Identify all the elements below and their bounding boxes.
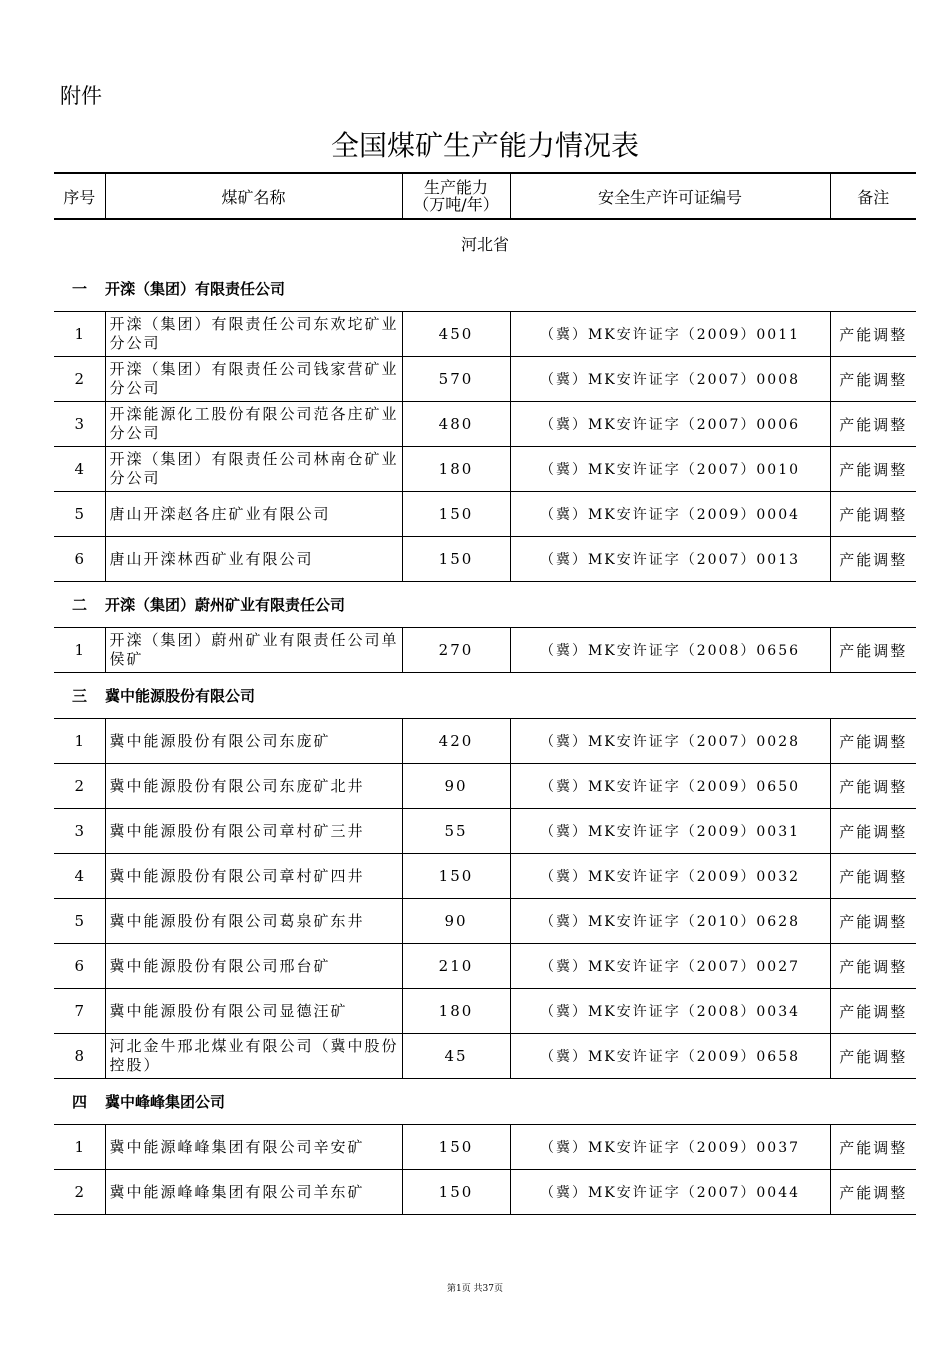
group-name: 冀中能源股份有限公司 [105, 673, 916, 719]
table-row [54, 1034, 916, 1079]
cell-mine-name: 冀中能源股份有限公司显德汪矿 [105, 989, 402, 1034]
cell-mine-name: 开滦（集团）蔚州矿业有限责任公司单侯矿 [105, 628, 402, 673]
table-row [54, 1125, 916, 1170]
group-row [54, 1079, 916, 1125]
table-row [54, 447, 916, 492]
cell-seq: 7 [54, 989, 105, 1034]
cell-seq: 1 [54, 628, 105, 673]
group-number: 四 [54, 1079, 105, 1125]
cell-license: （冀）MK安许证字（2010）0628 [510, 899, 830, 944]
cell-note: 产能调整 [830, 1170, 916, 1215]
table-body [54, 219, 916, 1215]
cell-mine-name: 河北金牛邢北煤业有限公司（冀中股份控股） [105, 1034, 402, 1079]
cell-capacity: 270 [402, 628, 510, 673]
cell-seq: 2 [54, 764, 105, 809]
cell-license: （冀）MK安许证字（2009）0037 [510, 1125, 830, 1170]
cell-mine-name: 开滦（集团）有限责任公司林南仓矿业分公司 [105, 447, 402, 492]
group-name: 开滦（集团）蔚州矿业有限责任公司 [105, 582, 916, 628]
cell-note: 产能调整 [830, 1125, 916, 1170]
cell-note: 产能调整 [830, 402, 916, 447]
cell-note: 产能调整 [830, 312, 916, 357]
cell-mine-name: 冀中能源股份有限公司东庞矿北井 [105, 764, 402, 809]
table-row [54, 854, 916, 899]
group-row [54, 582, 916, 628]
table-row [54, 628, 916, 673]
province-row [54, 219, 916, 266]
cell-note: 产能调整 [830, 447, 916, 492]
cell-seq: 8 [54, 1034, 105, 1079]
table-row [54, 357, 916, 402]
cell-capacity: 150 [402, 1125, 510, 1170]
cell-note: 产能调整 [830, 899, 916, 944]
coal-mine-capacity-table [54, 172, 916, 1215]
document-title: 全国煤矿生产能力情况表 [330, 129, 639, 162]
group-name: 开滦（集团）有限责任公司 [105, 266, 916, 312]
header-note: 备注 [830, 173, 916, 219]
cell-license: （冀）MK安许证字（2009）0031 [510, 809, 830, 854]
cell-mine-name: 冀中能源股份有限公司章村矿三井 [105, 809, 402, 854]
header-license: 安全生产许可证编号 [510, 173, 830, 219]
group-row [54, 673, 916, 719]
header-row [54, 173, 916, 219]
cell-license: （冀）MK安许证字（2009）0011 [510, 312, 830, 357]
cell-capacity: 90 [402, 899, 510, 944]
cell-mine-name: 开滦（集团）有限责任公司钱家营矿业分公司 [105, 357, 402, 402]
cell-note: 产能调整 [830, 809, 916, 854]
cell-mine-name: 开滦能源化工股份有限公司范各庄矿业分公司 [105, 402, 402, 447]
cell-license: （冀）MK安许证字（2009）0650 [510, 764, 830, 809]
cell-license: （冀）MK安许证字（2007）0027 [510, 944, 830, 989]
cell-seq: 3 [54, 402, 105, 447]
cell-seq: 2 [54, 1170, 105, 1215]
cell-mine-name: 冀中能源股份有限公司章村矿四井 [105, 854, 402, 899]
cell-seq: 2 [54, 357, 105, 402]
cell-seq: 5 [54, 492, 105, 537]
cell-note: 产能调整 [830, 357, 916, 402]
cell-seq: 4 [54, 447, 105, 492]
cell-license: （冀）MK安许证字（2009）0658 [510, 1034, 830, 1079]
cell-license: （冀）MK安许证字（2007）0013 [510, 537, 830, 582]
cell-license: （冀）MK安许证字（2009）0004 [510, 492, 830, 537]
cell-mine-name: 唐山开滦林西矿业有限公司 [105, 537, 402, 582]
header-name: 煤矿名称 [105, 173, 402, 219]
cell-mine-name: 冀中能源股份有限公司东庞矿 [105, 719, 402, 764]
cell-license: （冀）MK安许证字（2007）0010 [510, 447, 830, 492]
table-row [54, 899, 916, 944]
cell-mine-name: 唐山开滦赵各庄矿业有限公司 [105, 492, 402, 537]
table-row [54, 312, 916, 357]
cell-capacity: 570 [402, 357, 510, 402]
table-row [54, 1170, 916, 1215]
cell-seq: 3 [54, 809, 105, 854]
cell-capacity: 150 [402, 854, 510, 899]
cell-seq: 6 [54, 537, 105, 582]
cell-mine-name: 冀中能源股份有限公司邢台矿 [105, 944, 402, 989]
group-row [54, 266, 916, 312]
cell-note: 产能调整 [830, 854, 916, 899]
group-number: 二 [54, 582, 105, 628]
cell-capacity: 450 [402, 312, 510, 357]
cell-capacity: 45 [402, 1034, 510, 1079]
cell-capacity: 420 [402, 719, 510, 764]
page-footer: 第1页 共37页 [446, 1284, 504, 1294]
cell-note: 产能调整 [830, 989, 916, 1034]
cell-license: （冀）MK安许证字（2008）0656 [510, 628, 830, 673]
table-row [54, 764, 916, 809]
cell-note: 产能调整 [830, 537, 916, 582]
cell-seq: 6 [54, 944, 105, 989]
cell-license: （冀）MK安许证字（2007）0006 [510, 402, 830, 447]
cell-seq: 4 [54, 854, 105, 899]
cell-capacity: 180 [402, 447, 510, 492]
cell-license: （冀）MK安许证字（2007）0044 [510, 1170, 830, 1215]
cell-seq: 1 [54, 312, 105, 357]
cell-note: 产能调整 [830, 944, 916, 989]
cell-note: 产能调整 [830, 628, 916, 673]
header-seq: 序号 [54, 173, 105, 219]
cell-seq: 5 [54, 899, 105, 944]
cell-note: 产能调整 [830, 719, 916, 764]
table-row [54, 492, 916, 537]
cell-license: （冀）MK安许证字（2008）0034 [510, 989, 830, 1034]
cell-license: （冀）MK安许证字（2007）0008 [510, 357, 830, 402]
cell-note: 产能调整 [830, 764, 916, 809]
header-capacity [402, 173, 510, 219]
cell-capacity: 55 [402, 809, 510, 854]
cell-seq: 1 [54, 1125, 105, 1170]
table-row [54, 809, 916, 854]
header-capacity-line2: （万吨/年） [413, 195, 499, 214]
cell-capacity: 90 [402, 764, 510, 809]
table-row [54, 402, 916, 447]
cell-capacity: 480 [402, 402, 510, 447]
cell-mine-name: 冀中能源股份有限公司葛泉矿东井 [105, 899, 402, 944]
cell-mine-name: 开滦（集团）有限责任公司东欢坨矿业分公司 [105, 312, 402, 357]
cell-seq: 1 [54, 719, 105, 764]
cell-mine-name: 冀中能源峰峰集团有限公司羊东矿 [105, 1170, 402, 1215]
cell-capacity: 150 [402, 492, 510, 537]
cell-note: 产能调整 [830, 492, 916, 537]
cell-mine-name: 冀中能源峰峰集团有限公司辛安矿 [105, 1125, 402, 1170]
group-name: 冀中峰峰集团公司 [105, 1079, 916, 1125]
province-name: 河北省 [460, 234, 509, 254]
attachment-label: 附件 [60, 84, 102, 108]
cell-license: （冀）MK安许证字（2007）0028 [510, 719, 830, 764]
cell-capacity: 210 [402, 944, 510, 989]
group-number: 三 [54, 673, 105, 719]
table-row [54, 719, 916, 764]
table-row [54, 944, 916, 989]
cell-capacity: 150 [402, 537, 510, 582]
cell-capacity: 150 [402, 1170, 510, 1215]
cell-note: 产能调整 [830, 1034, 916, 1079]
header-capacity-line1: 生产能力 [423, 178, 488, 197]
group-number: 一 [54, 266, 105, 312]
cell-capacity: 180 [402, 989, 510, 1034]
cell-license: （冀）MK安许证字（2009）0032 [510, 854, 830, 899]
table-row [54, 989, 916, 1034]
table-row [54, 537, 916, 582]
